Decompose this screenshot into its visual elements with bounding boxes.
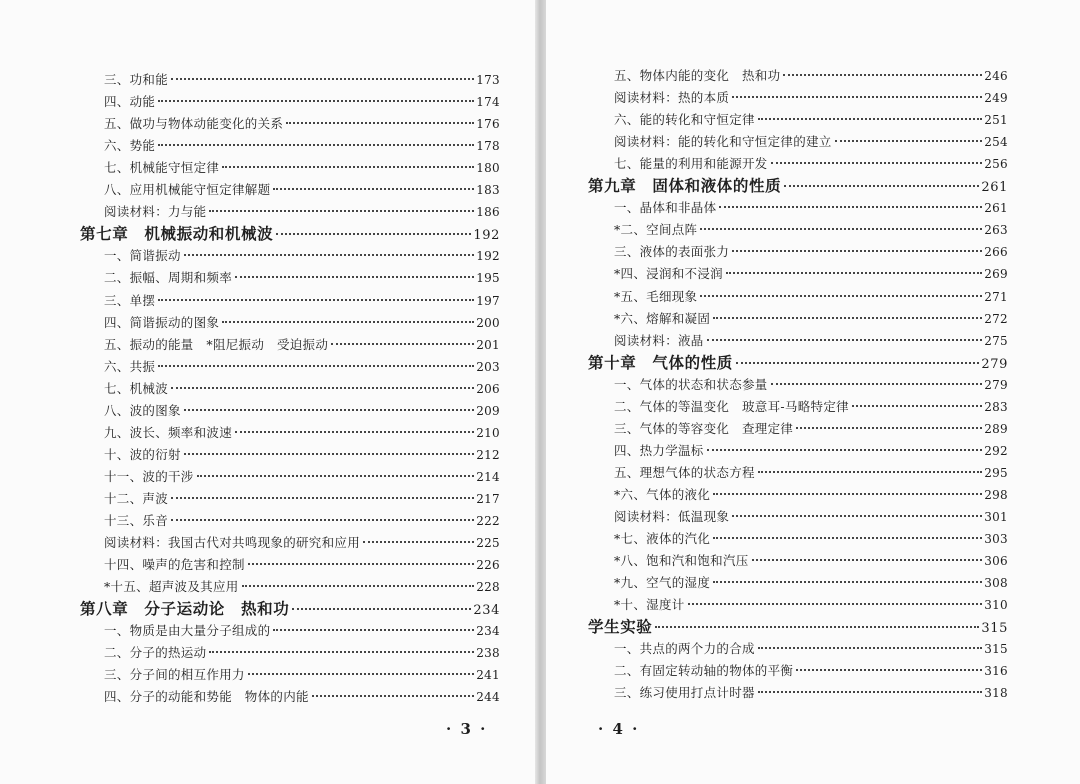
dot-leader xyxy=(783,74,982,76)
toc-page-number: 269 xyxy=(984,267,1008,282)
toc-entry xyxy=(104,136,500,156)
toc-page-number: 192 xyxy=(473,228,500,244)
toc-entry-title: 二、气体的等温变化 玻意耳-马略特定律 xyxy=(614,398,849,414)
toc-entry-title: 二、有固定转动轴的物体的平衡 xyxy=(614,663,794,679)
toc-page-number: 241 xyxy=(476,668,500,683)
dot-leader xyxy=(158,299,474,301)
toc-entry-title: 一、晶体和非晶体 xyxy=(614,200,717,216)
toc-entry xyxy=(614,683,1008,703)
toc-page-number: 217 xyxy=(476,491,500,506)
toc-entry-title: *九、空气的湿度 xyxy=(614,575,711,591)
dot-leader xyxy=(771,162,983,164)
toc-page-number: 261 xyxy=(981,180,1008,196)
left-page xyxy=(0,0,535,784)
toc-entry-title: 九、波长、频率和波速 xyxy=(104,424,233,440)
dot-leader xyxy=(171,497,474,499)
toc-entry xyxy=(104,379,500,399)
toc-entry-title: 十一、波的干涉 xyxy=(104,468,194,484)
toc-entry-title: *五、毛细现象 xyxy=(614,288,698,304)
toc-entry-title: 阅读材料：低温现象 xyxy=(614,509,730,524)
toc-page-number: 289 xyxy=(984,421,1008,436)
toc-entry xyxy=(104,577,500,597)
toc-page-number: 225 xyxy=(476,536,500,551)
toc-entry-title: 二、分子的热运动 xyxy=(104,645,207,661)
toc-entry-title: 三、气体的等容变化 查理定律 xyxy=(614,420,794,436)
toc-entry xyxy=(614,661,1008,681)
toc-entry xyxy=(614,331,1008,351)
toc-entry xyxy=(104,268,500,288)
right-page xyxy=(546,0,1080,784)
toc-page-number: 272 xyxy=(984,311,1008,326)
toc-entry xyxy=(614,287,1008,307)
toc-entry xyxy=(614,220,1008,240)
toc-entry xyxy=(614,419,1008,439)
toc-entry-title: 八、应用机械能守恒定律解题 xyxy=(104,182,271,198)
toc-page-number: 186 xyxy=(476,205,500,220)
toc-entry-title: 三、单摆 xyxy=(104,292,156,308)
dot-leader xyxy=(209,210,474,212)
toc-page-number: 212 xyxy=(476,447,500,462)
toc-entry xyxy=(104,313,500,333)
dot-leader xyxy=(276,233,471,235)
toc-entry-title: 五、理想气体的状态方程 xyxy=(614,464,755,480)
toc-entry-title: 二、振幅、周期和频率 xyxy=(104,270,233,286)
toc-entry-title: *六、熔解和凝固 xyxy=(614,310,711,326)
dot-leader xyxy=(719,206,982,208)
toc-page-number: 249 xyxy=(984,91,1008,106)
dot-leader xyxy=(197,475,475,477)
toc-entry-title: 一、简谐振动 xyxy=(104,248,181,264)
dot-leader xyxy=(331,343,474,345)
toc-entry xyxy=(614,88,1008,108)
toc-entry xyxy=(104,555,500,575)
dot-leader xyxy=(852,405,982,407)
toc-entry-title: 六、共振 xyxy=(104,358,156,374)
dot-leader xyxy=(784,185,979,187)
dot-leader xyxy=(242,585,475,587)
toc-entry-title: 一、共点的两个力的合成 xyxy=(614,641,755,657)
toc-page-number: 201 xyxy=(476,337,500,352)
toc-chapter-heading xyxy=(588,353,1008,373)
toc-page-number: 222 xyxy=(476,514,500,528)
dot-leader xyxy=(713,317,982,319)
dot-leader xyxy=(707,339,983,341)
toc-entry-title: 阅读材料：液晶 xyxy=(614,332,704,348)
toc-entry xyxy=(614,441,1008,461)
toc-entry-title: 七、能量的利用和能源开发 xyxy=(614,156,768,172)
dot-leader xyxy=(184,254,474,256)
toc-entry xyxy=(614,264,1008,284)
toc-entry-title: 十三、乐音 xyxy=(104,513,169,528)
toc-page-number: 308 xyxy=(984,576,1008,591)
toc-entry-title: *四、浸润和不浸润 xyxy=(614,266,723,282)
toc-entry xyxy=(104,114,500,134)
dot-leader xyxy=(796,669,982,671)
dot-leader xyxy=(286,122,474,124)
toc-entry xyxy=(104,357,500,377)
toc-page-number: 206 xyxy=(476,381,500,396)
toc-entry-title: 学生实验 xyxy=(588,617,653,637)
dot-leader xyxy=(171,519,474,521)
toc-entry-title: 阅读材料：能的转化和守恒定律的建立 xyxy=(614,134,832,150)
dot-leader xyxy=(655,626,979,628)
dot-leader xyxy=(171,78,474,80)
toc-entry-title: 第十章 气体的性质 xyxy=(588,352,733,372)
toc-page-number: 310 xyxy=(984,598,1008,613)
toc-entry-title: 四、热力学温标 xyxy=(614,442,704,458)
toc-entry-title: *十、湿度计 xyxy=(614,597,685,613)
toc-entry-title: 阅读材料：热的本质 xyxy=(614,90,730,106)
toc-entry-title: *七、液体的汽化 xyxy=(614,531,711,547)
toc-page-number: 279 xyxy=(984,377,1008,392)
dot-leader xyxy=(171,387,474,389)
toc-entry xyxy=(614,573,1008,593)
toc-entry-title: 三、功和能 xyxy=(104,72,169,87)
toc-entry xyxy=(104,423,500,443)
toc-page-number: 263 xyxy=(984,223,1008,238)
toc-page-number: 256 xyxy=(984,157,1008,172)
toc-entry xyxy=(104,467,500,487)
toc-entry-title: 七、机械波 xyxy=(104,380,169,396)
toc-entry-title: 第九章 固体和液体的性质 xyxy=(588,176,782,196)
toc-entry xyxy=(614,242,1008,262)
toc-page-number: 254 xyxy=(984,135,1008,150)
toc-chapter-heading xyxy=(588,617,1008,637)
toc-entry xyxy=(614,639,1008,659)
toc-page-number: 292 xyxy=(984,443,1008,458)
page-number-right: · 4 · xyxy=(598,720,640,738)
toc-page-number: 295 xyxy=(984,465,1008,480)
toc-chapter-heading xyxy=(588,176,1008,196)
toc-entry-title: 四、动能 xyxy=(104,94,156,110)
dot-leader xyxy=(273,188,474,190)
toc-page-number: 228 xyxy=(476,580,500,595)
dot-leader xyxy=(700,228,982,230)
toc-page-number: 234 xyxy=(476,624,500,639)
toc-page-number: 192 xyxy=(476,249,500,264)
dot-leader xyxy=(736,362,979,364)
toc-entry xyxy=(614,595,1008,615)
toc-page-number: 275 xyxy=(984,333,1008,348)
toc-entry xyxy=(104,291,500,311)
dot-leader xyxy=(713,581,982,583)
dot-leader xyxy=(235,276,474,278)
toc-page-number: 180 xyxy=(476,161,500,176)
toc-entry xyxy=(614,66,1008,86)
toc-page-number: 283 xyxy=(984,399,1008,414)
dot-leader xyxy=(184,409,474,411)
toc-entry xyxy=(614,132,1008,152)
toc-entry xyxy=(104,643,500,663)
dot-leader xyxy=(707,449,983,451)
toc-entry xyxy=(104,92,500,112)
toc-entry-title: 三、练习使用打点计时器 xyxy=(614,685,755,701)
toc-entry-title: 阅读材料：力与能 xyxy=(104,204,207,220)
toc-entry xyxy=(614,198,1008,218)
dot-leader xyxy=(273,629,474,631)
toc-page-number: 303 xyxy=(984,532,1008,547)
dot-leader xyxy=(700,295,982,297)
toc-page-number: 238 xyxy=(476,646,500,661)
toc-page-number: 315 xyxy=(984,642,1008,657)
toc-entry-title: 四、简谐振动的图象 xyxy=(104,314,220,330)
toc-entry-title: 三、分子间的相互作用力 xyxy=(104,667,245,683)
toc-page-number: 246 xyxy=(984,69,1008,83)
dot-leader xyxy=(209,651,474,653)
toc-entry xyxy=(104,511,500,531)
dot-leader xyxy=(726,272,982,274)
toc-entry xyxy=(104,401,500,421)
dot-leader xyxy=(758,118,982,120)
dot-leader xyxy=(222,321,474,323)
toc-entry xyxy=(104,489,500,509)
toc-chapter-heading xyxy=(80,599,500,619)
toc-page-number: 210 xyxy=(476,425,500,440)
dot-leader xyxy=(292,608,471,610)
toc-page-number: 197 xyxy=(476,293,500,308)
toc-page-number: 244 xyxy=(476,690,500,705)
dot-leader xyxy=(732,96,982,98)
toc-chapter-heading xyxy=(80,224,500,244)
toc-entry xyxy=(614,154,1008,174)
toc-entry-title: 七、机械能守恒定律 xyxy=(104,160,220,176)
dot-leader xyxy=(771,383,983,385)
toc-entry xyxy=(614,463,1008,483)
toc-entry xyxy=(104,665,500,685)
dot-leader xyxy=(363,541,474,543)
toc-entry xyxy=(104,246,500,266)
toc-page-number: 226 xyxy=(476,558,500,573)
dot-leader xyxy=(184,453,474,455)
page-number-left: · 3 · xyxy=(446,720,488,738)
toc-entry xyxy=(614,309,1008,329)
toc-page-number: 315 xyxy=(981,621,1008,637)
toc-page-number: 318 xyxy=(984,686,1008,701)
toc-page-number: 298 xyxy=(984,487,1008,502)
dot-leader xyxy=(758,471,982,473)
toc-page-number: 214 xyxy=(476,469,500,484)
toc-entry xyxy=(104,158,500,178)
dot-leader xyxy=(713,493,982,495)
toc-entry-title: *二、空间点阵 xyxy=(614,222,698,238)
dot-leader xyxy=(796,427,982,429)
toc-entry xyxy=(614,397,1008,417)
toc-entry-title: 四、分子的动能和势能 物体的内能 xyxy=(104,689,309,705)
dot-leader xyxy=(758,647,982,649)
toc-entry xyxy=(614,485,1008,505)
toc-entry xyxy=(104,621,500,641)
toc-entry xyxy=(104,445,500,465)
toc-entry-title: 阅读材料：我国古代对共鸣现象的研究和应用 xyxy=(104,535,361,551)
toc-entry xyxy=(104,335,500,355)
toc-entry-title: 八、波的图象 xyxy=(104,402,181,418)
toc-entry-title: 六、势能 xyxy=(104,138,156,154)
toc-entry xyxy=(614,551,1008,571)
dot-leader xyxy=(758,691,982,693)
toc-page-number: 261 xyxy=(984,201,1008,216)
dot-leader xyxy=(158,365,474,367)
dot-leader xyxy=(732,515,982,517)
toc-page-number: 178 xyxy=(476,139,500,154)
toc-entry-title: 第八章 分子运动论 热和功 xyxy=(80,599,290,619)
toc-entry-title: 十、波的衍射 xyxy=(104,446,181,462)
toc-entry-title: 第七章 机械振动和机械波 xyxy=(80,224,274,244)
toc-page-number: 209 xyxy=(476,403,500,418)
dot-leader xyxy=(752,559,983,561)
toc-entry xyxy=(614,375,1008,395)
toc-page-number: 301 xyxy=(984,510,1008,524)
toc-entry-title: 三、液体的表面张力 xyxy=(614,244,730,260)
toc-page-number: 176 xyxy=(476,117,500,132)
book-gutter xyxy=(535,0,546,784)
toc-page-number: 306 xyxy=(984,554,1008,569)
toc-page-number: 173 xyxy=(476,73,500,87)
toc-page-number: 200 xyxy=(476,315,500,330)
toc-page-number: 203 xyxy=(476,359,500,374)
toc-entry-title: 六、能的转化和守恒定律 xyxy=(614,112,755,128)
dot-leader xyxy=(732,250,982,252)
toc-entry xyxy=(104,533,500,553)
toc-page-number: 183 xyxy=(476,183,500,198)
dot-leader xyxy=(713,537,982,539)
toc-entry-title: 五、振动的能量 *阻尼振动 受迫振动 xyxy=(104,336,329,352)
dot-leader xyxy=(835,140,983,142)
toc-entry xyxy=(614,529,1008,549)
toc-entry xyxy=(104,180,500,200)
toc-list-left xyxy=(0,0,535,784)
toc-entry-title: 十二、声波 xyxy=(104,490,169,506)
toc-page-number: 271 xyxy=(984,289,1008,304)
toc-page-number: 234 xyxy=(473,603,500,619)
toc-entry-title: *八、饱和汽和饱和汽压 xyxy=(614,553,749,569)
toc-list-right xyxy=(546,0,1080,784)
toc-page-number: 266 xyxy=(984,245,1008,260)
dot-leader xyxy=(158,100,474,102)
toc-page-number: 316 xyxy=(984,664,1008,679)
dot-leader xyxy=(158,144,474,146)
dot-leader xyxy=(248,563,474,565)
toc-page-number: 251 xyxy=(984,113,1008,128)
toc-entry-title: *十五、超声波及其应用 xyxy=(104,579,239,595)
toc-entry-title: 五、物体内能的变化 热和功 xyxy=(614,68,781,83)
toc-entry xyxy=(614,110,1008,130)
toc-page-number: 195 xyxy=(476,271,500,286)
toc-entry-title: 五、做功与物体动能变化的关系 xyxy=(104,116,284,132)
toc-entry-title: 一、气体的状态和状态参量 xyxy=(614,376,768,392)
toc-entry-title: 一、物质是由大量分子组成的 xyxy=(104,623,271,639)
toc-entry-title: 十四、噪声的危害和控制 xyxy=(104,557,245,573)
toc-page-number: 174 xyxy=(476,95,500,110)
toc-page-number: 279 xyxy=(981,356,1008,372)
toc-entry xyxy=(614,507,1008,527)
toc-entry-title: *六、气体的液化 xyxy=(614,486,711,502)
dot-leader xyxy=(688,603,983,605)
dot-leader xyxy=(222,166,474,168)
toc-entry xyxy=(104,70,500,90)
dot-leader xyxy=(248,673,474,675)
dot-leader xyxy=(312,695,474,697)
toc-entry xyxy=(104,202,500,222)
dot-leader xyxy=(235,431,474,433)
toc-entry xyxy=(104,687,500,707)
